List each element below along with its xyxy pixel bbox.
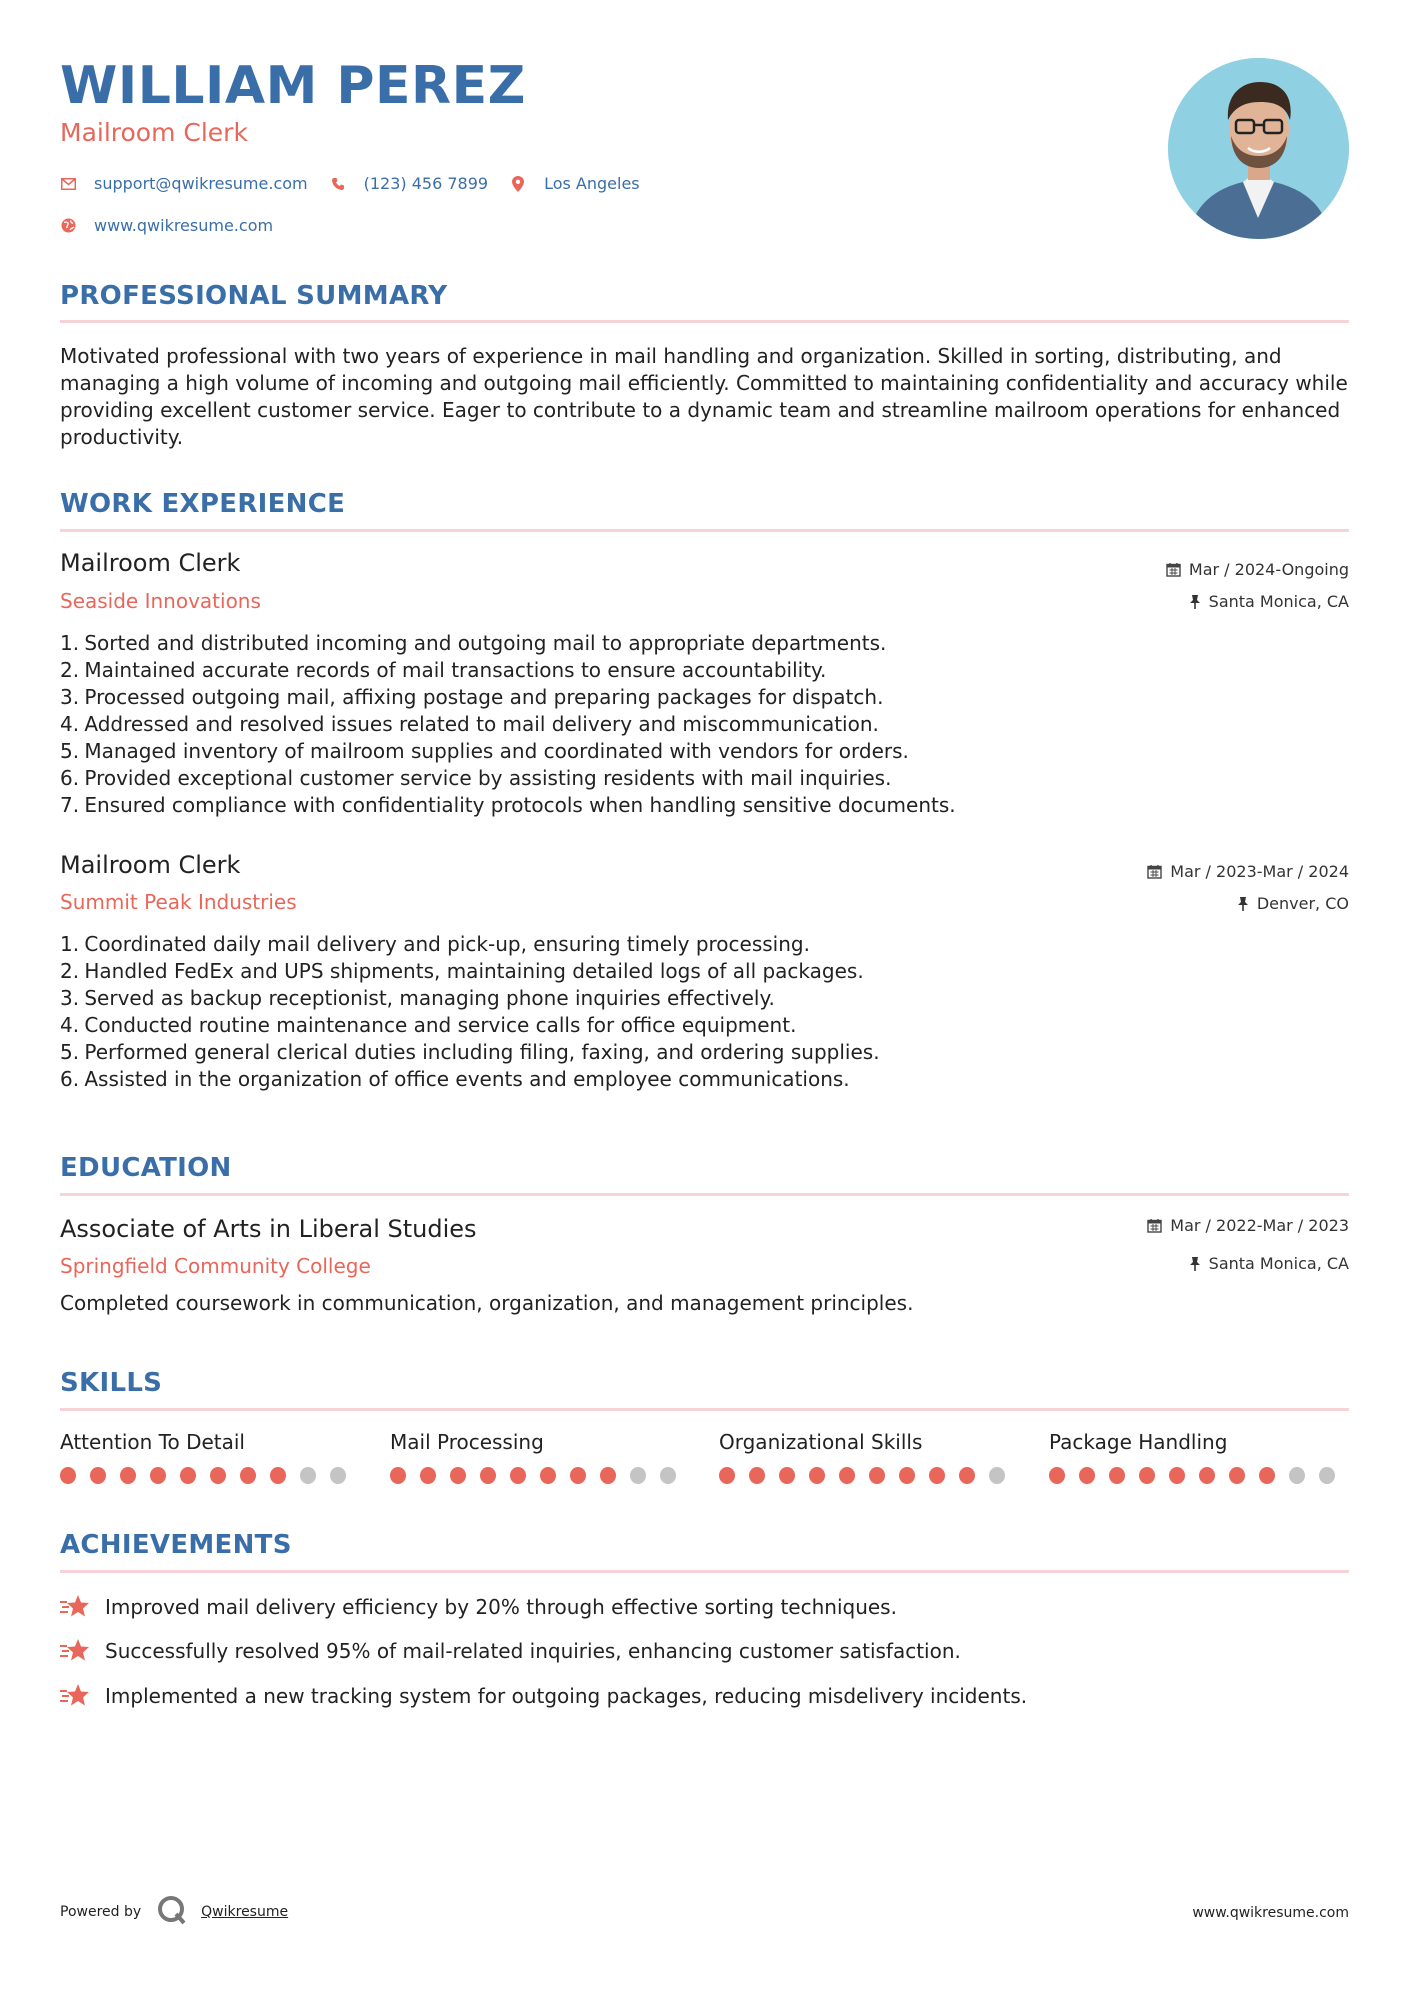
rating-dot-filled [779, 1467, 795, 1484]
phone-icon [330, 176, 346, 192]
pushpin-icon [1189, 594, 1201, 609]
rating-dot-empty [630, 1467, 646, 1484]
rating-dot-filled [60, 1467, 76, 1484]
footer-url[interactable]: www.qwikresume.com [1192, 1905, 1349, 1921]
list-item: 6. Assisted in the organization of office events and employee communications. [60, 1067, 850, 1091]
rating-dot-empty [300, 1467, 316, 1484]
skill-name: Mail Processing [390, 1430, 544, 1454]
rating-dot-filled [450, 1467, 466, 1484]
rating-dot-filled [1079, 1467, 1095, 1484]
list-item: 4. Conducted routine maintenance and service calls for office equipment. [60, 1013, 797, 1037]
contact-phone[interactable] [330, 174, 488, 193]
star-icon [60, 1593, 90, 1621]
rating-dot-filled [240, 1467, 256, 1484]
rating-dot-filled [600, 1467, 616, 1484]
list-item: 2. Handled FedEx and UPS shipments, maintaining detailed logs of all packages. [60, 959, 864, 983]
list-item: 7. Ensured compliance with confidentiality protocols when handling sensitive documents. [60, 793, 956, 817]
contact-email[interactable] [60, 174, 308, 193]
contact-website[interactable] [60, 216, 273, 235]
degree-title: Associate of Arts in Liberal Studies [60, 1215, 477, 1243]
job-dates [1166, 560, 1349, 579]
rating-dot-filled [270, 1467, 286, 1484]
star-icon [60, 1682, 90, 1710]
rating-dot-filled [809, 1467, 825, 1484]
job-dates [1147, 862, 1349, 881]
candidate-name: WILLIAM PEREZ [60, 56, 526, 116]
rating-dot-filled [869, 1467, 885, 1484]
location-text: Los Angeles [544, 174, 640, 193]
pushpin-icon [1189, 1256, 1201, 1271]
education-description: Completed coursework in communication, organization, and management principles. [60, 1291, 914, 1315]
email-text: support@qwikresume.com [94, 174, 308, 193]
achievement-text: Successfully resolved 95% of mail-related inquiries, enhancing customer satisfaction. [105, 1639, 961, 1663]
experience-heading: WORK EXPERIENCE [60, 489, 346, 519]
summary-heading: PROFESSIONAL SUMMARY [60, 281, 448, 311]
achievement-item [60, 1637, 961, 1665]
skill-name: Attention To Detail [60, 1430, 245, 1454]
rating-dot-filled [749, 1467, 765, 1484]
rating-dot-filled [180, 1467, 196, 1484]
powered-by-label: Powered by [60, 1904, 142, 1920]
rating-dot-filled [570, 1467, 586, 1484]
skill-item [60, 1430, 360, 1484]
section-divider [60, 529, 1349, 532]
list-item: 2. Maintained accurate records of mail transactions to ensure accountability. [60, 658, 827, 682]
list-item: 5. Managed inventory of mailroom supplies and coordinated with vendors for orders. [60, 739, 909, 763]
rating-dot-filled [540, 1467, 556, 1484]
skills-heading: SKILLS [60, 1368, 163, 1398]
qwikresume-link[interactable]: Qwikresume [201, 1904, 289, 1920]
rating-dot-empty [989, 1467, 1005, 1484]
section-divider [60, 320, 1349, 323]
rating-dot-filled [1229, 1467, 1245, 1484]
rating-dot-filled [1259, 1467, 1275, 1484]
website-text: www.qwikresume.com [94, 216, 274, 235]
skill-item [1049, 1430, 1349, 1484]
achievement-item [60, 1593, 897, 1621]
education-heading: EDUCATION [60, 1153, 232, 1183]
job-location [1237, 894, 1349, 913]
contact-location [510, 174, 640, 193]
job-dates-text: Mar / 2023-Mar / 2024 [1170, 862, 1349, 881]
rating-dot-filled [420, 1467, 436, 1484]
rating-dot-filled [1169, 1467, 1185, 1484]
skill-rating [719, 1467, 1019, 1484]
skill-item [390, 1430, 690, 1484]
skill-name: Package Handling [1049, 1430, 1228, 1454]
education-dates-text: Mar / 2022-Mar / 2023 [1170, 1216, 1349, 1235]
education-location [1189, 1254, 1349, 1273]
achievement-text: Improved mail delivery efficiency by 20% through effective sorting techniques. [105, 1595, 897, 1619]
job-bullets [60, 931, 1350, 1093]
rating-dot-filled [1049, 1467, 1065, 1484]
rating-dot-filled [929, 1467, 945, 1484]
phone-text: (123) 456 7899 [363, 174, 489, 193]
list-item: 3. Served as backup receptionist, managing phone inquiries effectively. [60, 986, 775, 1010]
job-company: Seaside Innovations [60, 589, 261, 613]
skill-rating [390, 1467, 690, 1484]
rating-dot-filled [210, 1467, 226, 1484]
rating-dot-filled [390, 1467, 406, 1484]
contact-row-2 [60, 216, 295, 235]
achievement-text: Implemented a new tracking system for outgoing packages, reducing misdelivery incidents. [105, 1684, 1028, 1708]
rating-dot-filled [959, 1467, 975, 1484]
list-item: 3. Processed outgoing mail, affixing postage and preparing packages for dispatch. [60, 685, 884, 709]
summary-text: Motivated professional with two years of experience in mail handling and organization. Skilled in sorting, distributing, and managing a high volume of incoming and outgoing mail efficiently. Committed to maintaining confidentiality and accuracy while providing excellent customer service. Eager to contribute to a dynamic team and streamline mailroom operations for enhanced productivity. [60, 344, 1348, 449]
job-bullets [60, 630, 1350, 819]
rating-dot-filled [1139, 1467, 1155, 1484]
contact-row [60, 174, 662, 193]
candidate-title: Mailroom Clerk [60, 118, 248, 147]
rating-dot-filled [1199, 1467, 1215, 1484]
skill-name: Organizational Skills [719, 1430, 923, 1454]
envelope-icon [60, 176, 76, 192]
rating-dot-empty [1319, 1467, 1335, 1484]
rating-dot-filled [480, 1467, 496, 1484]
list-item: 6. Provided exceptional customer service by assisting residents with mail inquiries. [60, 766, 892, 790]
list-item: 5. Performed general clerical duties including filing, faxing, and ordering supplies. [60, 1040, 880, 1064]
rating-dot-filled [839, 1467, 855, 1484]
profile-photo [1168, 58, 1349, 239]
footer-powered-by [60, 1895, 288, 1929]
rating-dot-filled [719, 1467, 735, 1484]
education-location-text: Santa Monica, CA [1208, 1254, 1349, 1273]
job-location-text: Denver, CO [1256, 894, 1349, 913]
list-item: 1. Coordinated daily mail delivery and pick-up, ensuring timely processing. [60, 932, 810, 956]
skill-rating [1049, 1467, 1349, 1484]
job-dates-text: Mar / 2024-Ongoing [1188, 560, 1349, 579]
map-pin-icon [510, 176, 526, 192]
rating-dot-empty [330, 1467, 346, 1484]
section-divider [60, 1408, 1349, 1411]
job-company: Summit Peak Industries [60, 890, 297, 914]
rating-dot-filled [899, 1467, 915, 1484]
calendar-icon [1147, 864, 1162, 879]
achievements-heading: ACHIEVEMENTS [60, 1530, 292, 1560]
list-item: 1. Sorted and distributed incoming and outgoing mail to appropriate departments. [60, 631, 887, 655]
rating-dot-filled [150, 1467, 166, 1484]
education-dates [1147, 1216, 1349, 1235]
globe-icon [60, 218, 76, 234]
calendar-icon [1147, 1218, 1162, 1233]
skill-rating [60, 1467, 360, 1484]
section-divider [60, 1570, 1349, 1573]
qwikresume-logo-icon [157, 1895, 187, 1929]
list-item: 4. Addressed and resolved issues related to mail delivery and miscommunication. [60, 712, 879, 736]
calendar-icon [1166, 562, 1181, 577]
section-divider [60, 1193, 1349, 1196]
job-location [1189, 592, 1349, 611]
job-title: Mailroom Clerk [60, 851, 241, 879]
rating-dot-filled [120, 1467, 136, 1484]
rating-dot-filled [90, 1467, 106, 1484]
job-location-text: Santa Monica, CA [1208, 592, 1349, 611]
rating-dot-filled [1109, 1467, 1125, 1484]
skill-item [719, 1430, 1019, 1484]
star-icon [60, 1637, 90, 1665]
pushpin-icon [1237, 896, 1249, 911]
rating-dot-empty [660, 1467, 676, 1484]
rating-dot-empty [1289, 1467, 1305, 1484]
achievement-item [60, 1682, 1027, 1710]
school-name: Springfield Community College [60, 1254, 371, 1278]
job-title: Mailroom Clerk [60, 549, 241, 577]
rating-dot-filled [510, 1467, 526, 1484]
